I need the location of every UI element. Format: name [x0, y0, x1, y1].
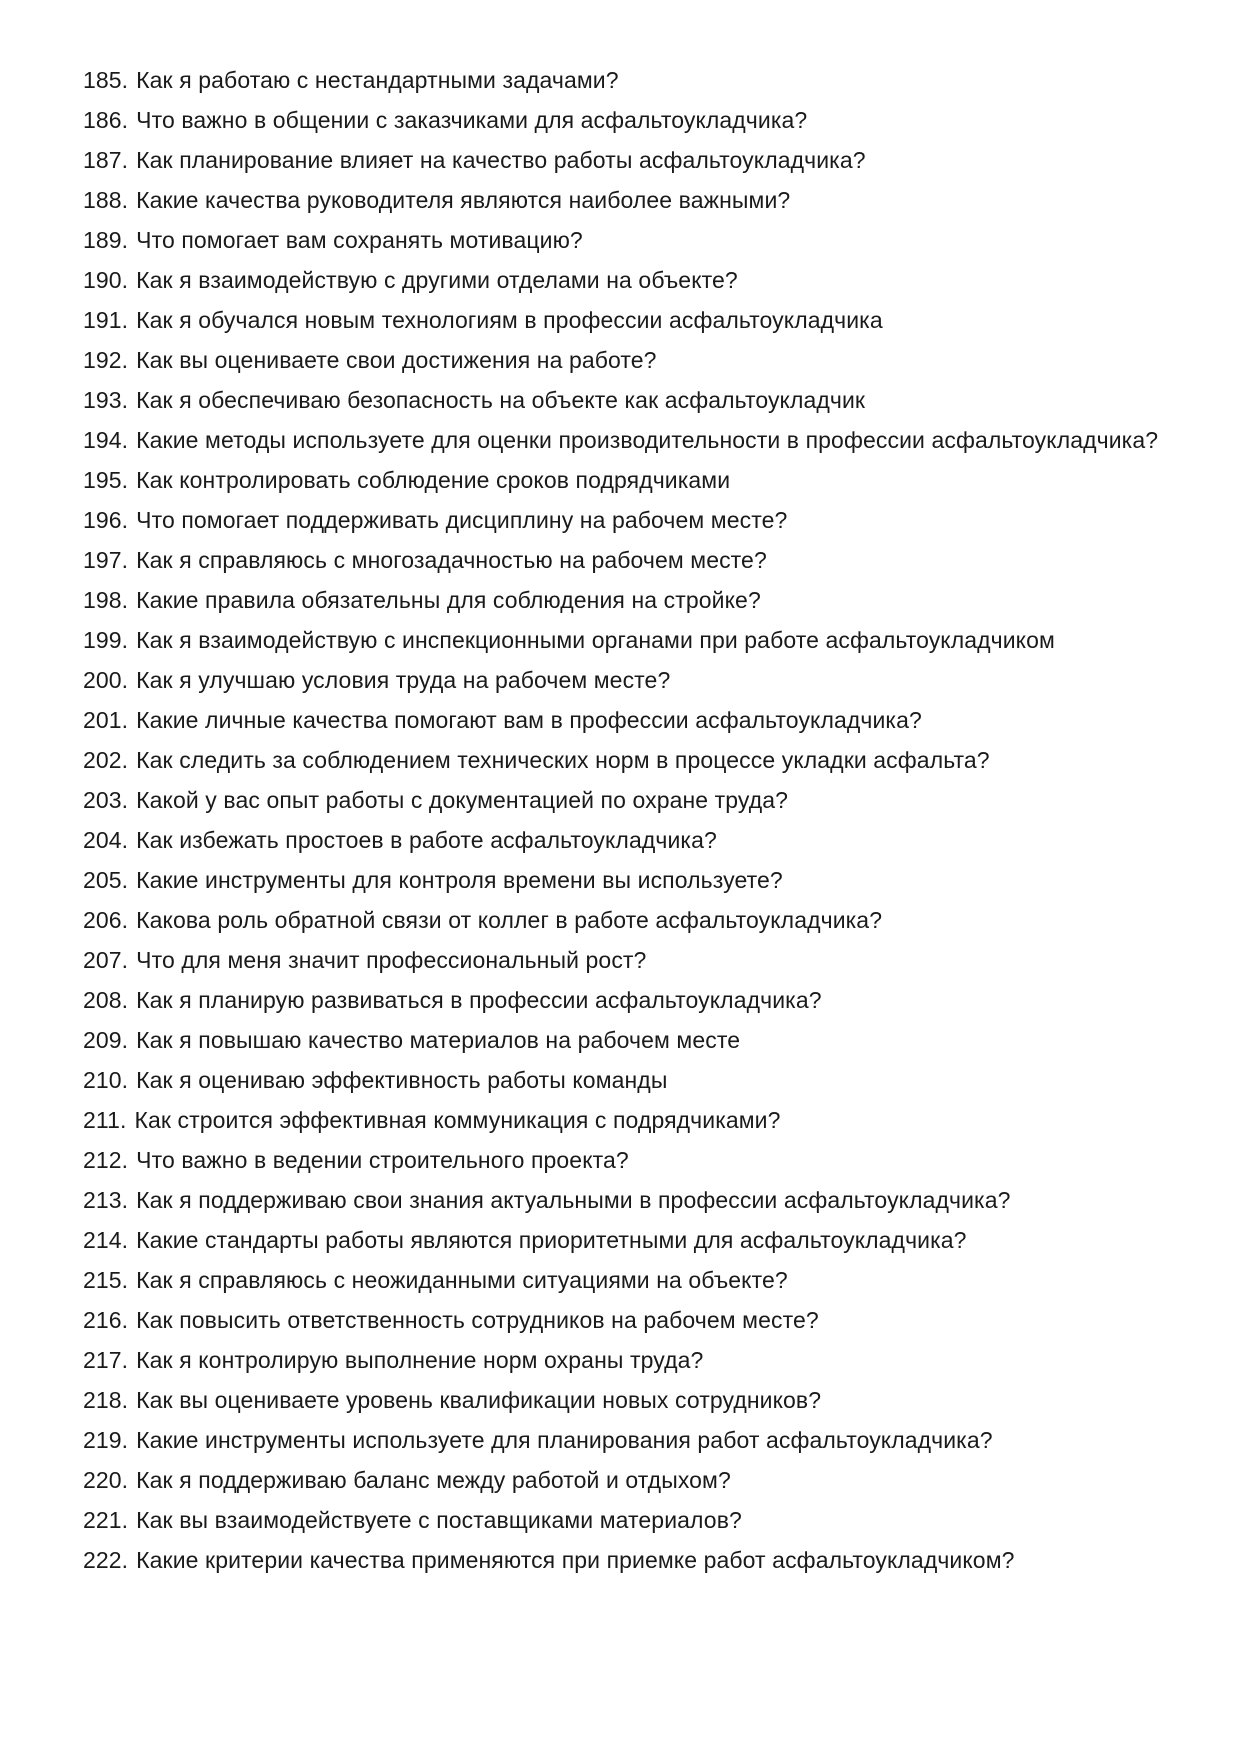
question-number: 189.	[83, 227, 129, 253]
question-text: Как я обеспечиваю безопасность на объекте как асфальтоукладчик	[136, 387, 866, 413]
question-item	[83, 1180, 1183, 1220]
question-number: 206.	[83, 907, 129, 933]
question-number: 215.	[83, 1267, 129, 1293]
question-number: 200.	[83, 667, 129, 693]
question-item	[83, 420, 1183, 460]
question-item	[83, 180, 1183, 220]
question-item	[83, 540, 1183, 580]
document-page	[83, 60, 1183, 1580]
question-item	[83, 300, 1183, 340]
question-number: 191.	[83, 307, 129, 333]
question-text: Какие инструменты для контроля времени вы используете?	[136, 867, 783, 893]
question-number: 204.	[83, 827, 129, 853]
question-number: 202.	[83, 747, 129, 773]
question-text: Что помогает поддерживать дисциплину на рабочем месте?	[136, 507, 788, 533]
question-text: Какие стандарты работы являются приоритетными для асфальтоукладчика?	[136, 1227, 967, 1253]
question-item	[83, 740, 1183, 780]
question-number: 185.	[83, 67, 129, 93]
question-text: Как контролировать соблюдение сроков подрядчиками	[136, 467, 731, 493]
question-item	[83, 900, 1183, 940]
question-item	[83, 1500, 1183, 1540]
question-number: 188.	[83, 187, 129, 213]
question-text: Как я обучался новым технологиям в профессии асфальтоукладчика	[136, 307, 883, 333]
question-text: Как я взаимодействую с инспекционными органами при работе асфальтоукладчиком	[136, 627, 1055, 653]
question-number: 194.	[83, 427, 129, 453]
question-item	[83, 60, 1183, 100]
question-number: 205.	[83, 867, 129, 893]
question-number: 201.	[83, 707, 129, 733]
question-text: Как я поддерживаю свои знания актуальными в профессии асфальтоукладчика?	[136, 1187, 1011, 1213]
question-item	[83, 1540, 1183, 1580]
question-item	[83, 220, 1183, 260]
question-number: 195.	[83, 467, 129, 493]
question-number: 210.	[83, 1067, 129, 1093]
question-item	[83, 700, 1183, 740]
question-number: 199.	[83, 627, 129, 653]
question-number: 209.	[83, 1027, 129, 1053]
question-number: 213.	[83, 1187, 129, 1213]
question-item	[83, 380, 1183, 420]
question-item	[83, 820, 1183, 860]
question-text: Какова роль обратной связи от коллег в работе асфальтоукладчика?	[136, 907, 883, 933]
question-text: Что важно в общении с заказчиками для асфальтоукладчика?	[136, 107, 808, 133]
question-item	[83, 340, 1183, 380]
question-item	[83, 580, 1183, 620]
question-item	[83, 1460, 1183, 1500]
question-number: 216.	[83, 1307, 129, 1333]
question-text: Как я контролирую выполнение норм охраны труда?	[136, 1347, 704, 1373]
question-text: Какие качества руководителя являются наиболее важными?	[136, 187, 791, 213]
question-item	[83, 1060, 1183, 1100]
question-text: Какие правила обязательны для соблюдения на стройке?	[136, 587, 761, 613]
question-text: Как я повышаю качество материалов на рабочем месте	[136, 1027, 741, 1053]
question-number: 217.	[83, 1347, 129, 1373]
question-text: Как я справляюсь с неожиданными ситуациями на объекте?	[136, 1267, 788, 1293]
question-number: 212.	[83, 1147, 129, 1173]
question-item	[83, 780, 1183, 820]
question-text: Как я поддерживаю баланс между работой и отдыхом?	[136, 1467, 731, 1493]
question-number: 214.	[83, 1227, 129, 1253]
question-number: 186.	[83, 107, 129, 133]
question-item	[83, 140, 1183, 180]
question-text: Что для меня значит профессиональный рост?	[136, 947, 647, 973]
question-item	[83, 500, 1183, 540]
question-text: Как вы оцениваете свои достижения на работе?	[136, 347, 657, 373]
question-item	[83, 1340, 1183, 1380]
question-item	[83, 1100, 1183, 1140]
question-text: Как повысить ответственность сотрудников на рабочем месте?	[136, 1307, 819, 1333]
question-item	[83, 980, 1183, 1020]
question-item	[83, 860, 1183, 900]
question-text: Какие личные качества помогают вам в профессии асфальтоукладчика?	[136, 707, 922, 733]
question-text: Как я работаю с нестандартными задачами?	[136, 67, 619, 93]
question-text: Как планирование влияет на качество работы асфальтоукладчика?	[136, 147, 866, 173]
question-item	[83, 1420, 1183, 1460]
question-number: 208.	[83, 987, 129, 1013]
question-item	[83, 940, 1183, 980]
question-item	[83, 260, 1183, 300]
question-number: 211.	[83, 1107, 127, 1133]
question-number: 192.	[83, 347, 129, 373]
question-item	[83, 1260, 1183, 1300]
question-number: 219.	[83, 1427, 129, 1453]
question-text: Что помогает вам сохранять мотивацию?	[136, 227, 583, 253]
question-number: 207.	[83, 947, 129, 973]
question-item	[83, 1300, 1183, 1340]
question-number: 220.	[83, 1467, 129, 1493]
question-text: Как я оцениваю эффективность работы команды	[136, 1067, 668, 1093]
question-item	[83, 660, 1183, 700]
question-item	[83, 460, 1183, 500]
question-item	[83, 100, 1183, 140]
question-item	[83, 620, 1183, 660]
question-item	[83, 1140, 1183, 1180]
question-number: 218.	[83, 1387, 129, 1413]
question-text: Какие критерии качества применяются при приемке работ асфальтоукладчиком?	[136, 1547, 1015, 1573]
question-item	[83, 1020, 1183, 1060]
question-number: 196.	[83, 507, 129, 533]
question-text: Как вы оцениваете уровень квалификации новых сотрудников?	[136, 1387, 822, 1413]
question-number: 190.	[83, 267, 129, 293]
question-text: Как строится эффективная коммуникация с подрядчиками?	[134, 1107, 781, 1133]
question-text: Как я справляюсь с многозадачностью на рабочем месте?	[136, 547, 767, 573]
question-list	[83, 60, 1183, 1580]
question-text: Как избежать простоев в работе асфальтоукладчика?	[136, 827, 717, 853]
question-number: 203.	[83, 787, 129, 813]
question-text: Как я улучшаю условия труда на рабочем месте?	[136, 667, 671, 693]
question-text: Как я планирую развиваться в профессии асфальтоукладчика?	[136, 987, 822, 1013]
question-text: Какие методы используете для оценки производительности в профессии асфальтоукладчика?	[136, 427, 1159, 453]
question-number: 222.	[83, 1547, 129, 1573]
question-text: Какой у вас опыт работы с документацией по охране труда?	[136, 787, 789, 813]
question-text: Какие инструменты используете для планирования работ асфальтоукладчика?	[136, 1427, 993, 1453]
question-item	[83, 1380, 1183, 1420]
question-text: Как я взаимодействую с другими отделами на объекте?	[136, 267, 738, 293]
question-text: Как следить за соблюдением технических норм в процессе укладки асфальта?	[136, 747, 990, 773]
question-number: 197.	[83, 547, 129, 573]
question-text: Что важно в ведении строительного проекта?	[136, 1147, 629, 1173]
question-text: Как вы взаимодействуете с поставщиками материалов?	[136, 1507, 742, 1533]
question-item	[83, 1220, 1183, 1260]
question-number: 221.	[83, 1507, 129, 1533]
question-number: 193.	[83, 387, 129, 413]
question-number: 198.	[83, 587, 129, 613]
question-number: 187.	[83, 147, 129, 173]
